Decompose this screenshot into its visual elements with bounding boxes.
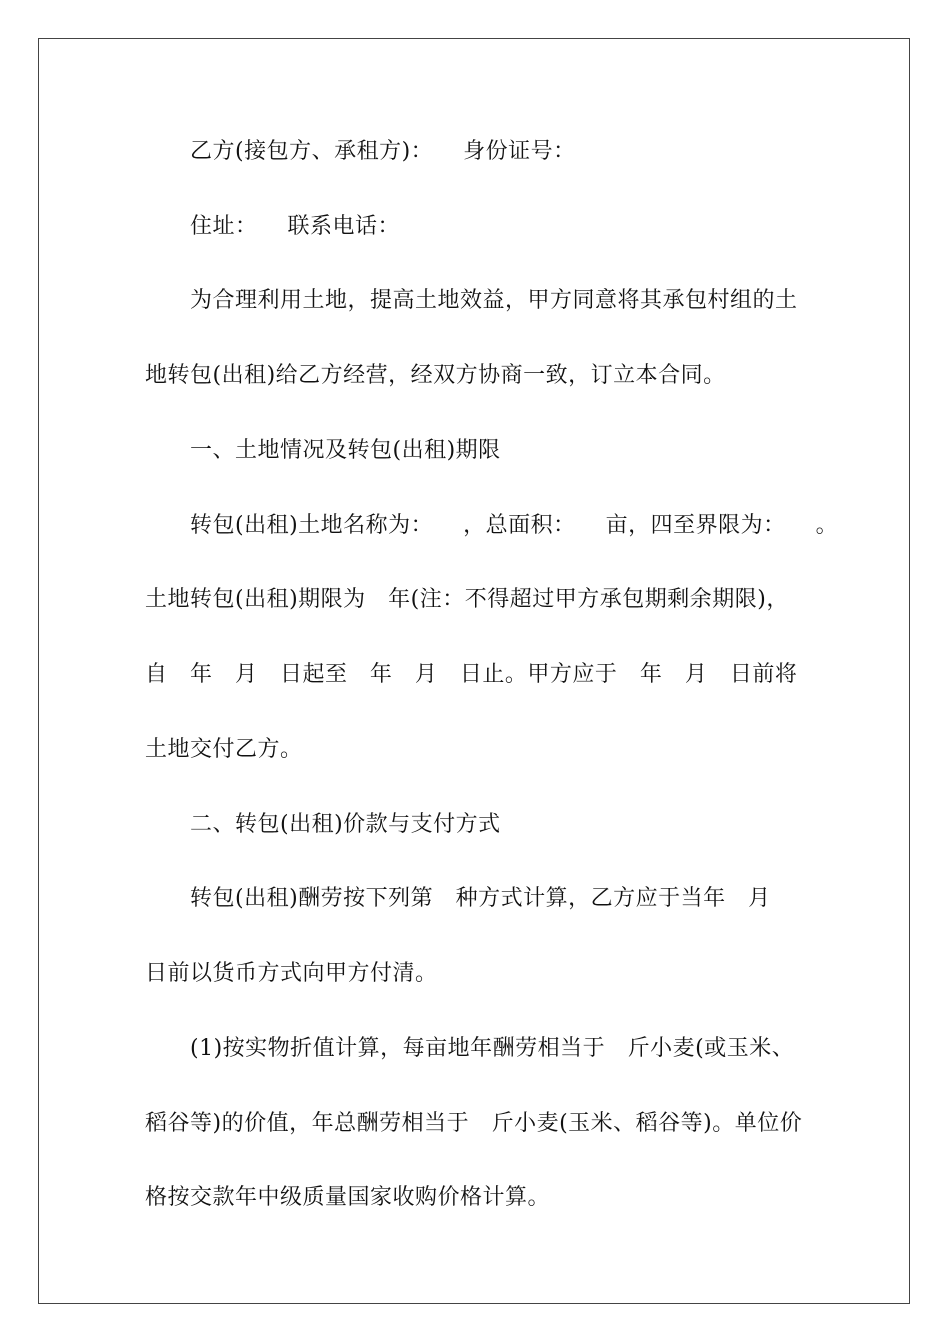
purpose-line-2: 地转包(出租)给乙方经营，经双方协商一致，订立本合同。 (145, 363, 726, 388)
section-2-heading: 二、转包(出租)价款与支付方式 (190, 812, 501, 837)
term-line-1: 土地转包(出租)期限为 年(注：不得超过甲方承包期剩余期限)， (145, 587, 789, 612)
payment-line-1: 转包(出租)酬劳按下列第 种方式计算，乙方应于当年 月 (190, 886, 771, 911)
address-line: 住址： 联系电话： (190, 214, 400, 239)
land-name-line: 转包(出租)土地名称为： ，总面积： 亩，四至界限为： 。 (190, 513, 839, 538)
term-line-3: 土地交付乙方。 (145, 737, 303, 762)
method-1-line-2: 稻谷等)的价值，年总酬劳相当于 斤小麦(玉米、稻谷等)。单位价 (145, 1111, 803, 1136)
party-b-line: 乙方(接包方、承租方)： 身份证号： (190, 139, 576, 164)
purpose-line-1: 为合理利用土地，提高土地效益，甲方同意将其承包村组的土 (190, 288, 798, 313)
method-1-line-1: (1)按实物折值计算，每亩地年酬劳相当于 斤小麦(或玉米、 (190, 1036, 795, 1061)
payment-line-2: 日前以货币方式向甲方付清。 (145, 961, 438, 986)
term-line-2: 自 年 月 日起至 年 月 日止。甲方应于 年 月 日前将 (145, 662, 798, 687)
method-1-line-3: 格按交款年中级质量国家收购价格计算。 (145, 1185, 551, 1210)
section-1-heading: 一、土地情况及转包(出租)期限 (190, 438, 501, 463)
